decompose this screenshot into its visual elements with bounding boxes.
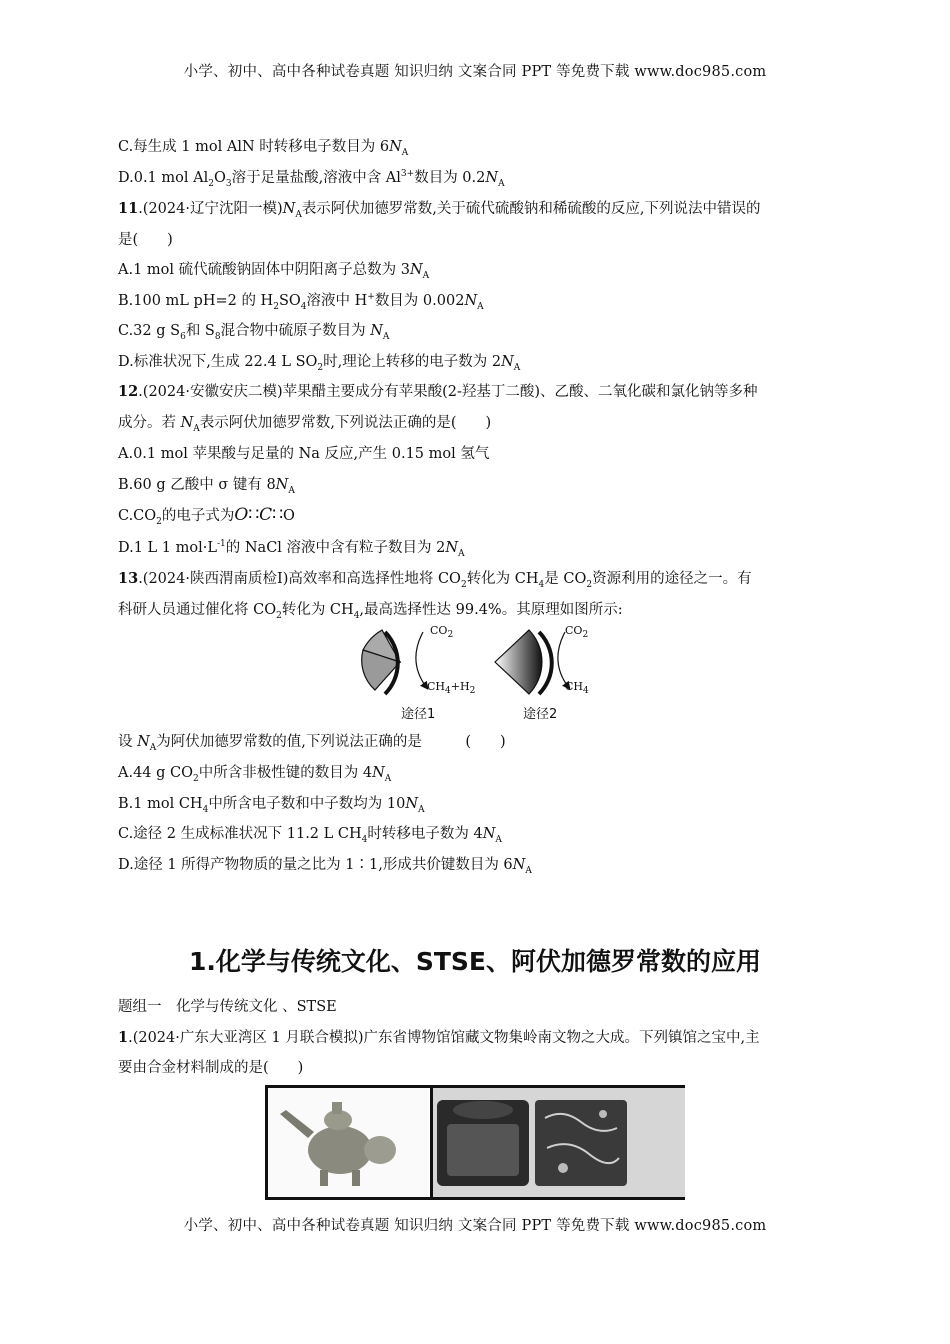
- inkstone-photo: [433, 1088, 685, 1197]
- q13-option-b: B.1 mol $CH_4$中所含电子数和中子数均为 $10N_A$: [118, 796, 425, 815]
- artifact-photos: [265, 1085, 685, 1200]
- q10-option-c: C.每生成 1 mol AlN 时转移电子数目为 $6N_A$: [118, 139, 409, 158]
- route1-product-label: $CH_4+H_2$: [427, 680, 476, 697]
- section-title: 1.化学与传统文化、STSE、阿伏加德罗常数的应用: [188, 947, 762, 976]
- group-heading: 题组一 化学与传统文化 、STSE: [118, 999, 337, 1015]
- route2-catalyst-sector: [495, 630, 542, 694]
- q11-stem-cont: 是( ): [118, 232, 173, 248]
- route1-arrow: [416, 632, 427, 688]
- bronze-vessel-photo: [268, 1088, 433, 1197]
- q10-option-d: D.0.1 mol $Al_2O_3$溶于足量盐酸,溶液中含 $Al^{3+}$数目为 $0.2N_A$: [118, 169, 505, 189]
- route-diagram: [355, 622, 595, 722]
- q13-stem-question: 设 $N_A$为阿伏加德罗常数的值,下列说法正确的是 ( ): [118, 734, 506, 753]
- q12-option-d: D.1 L 1 $mol\cdot L^{-1}$的 NaCl 溶液中含有粒子数目为 $2N_A$: [118, 539, 465, 559]
- q12-option-a: A.0.1 mol 苹果酸与足量的 Na 反应,产生 0.15 mol 氢气: [118, 446, 490, 462]
- route1-reactant-label: $CO_2$: [430, 624, 454, 641]
- q12-option-b: B.60 g 乙酸中 σ 键有 $8N_A$: [118, 477, 295, 496]
- reaction-route-figure: [355, 622, 595, 722]
- s1-q1-stem: 1.(2024·广东大亚湾区 1 月联合模拟)广东省博物馆馆藏文物集岭南文物之大成。下列镇馆之宝中,主: [118, 1029, 760, 1046]
- route2-reactant-label: $CO_2$: [565, 624, 589, 641]
- route2-product-label: $CH_4$: [565, 680, 589, 697]
- q12-stem-cont: 成分。若 $N_A$表示阿伏加德罗常数,下列说法正确的是( ): [118, 415, 492, 434]
- q11-option-a: A.1 mol 硫代硫酸钠固体中阴阳离子总数为 $3N_A$: [118, 262, 430, 281]
- q13-stem-cont: 科研人员通过催化将 $CO_2$转化为 $CH_4$,最高选择性达 99.4%。其原理如图所示:: [118, 602, 623, 621]
- q12-stem: 12.(2024·安徽安庆二模)苹果醋主要成分有苹果酸(2-羟基丁二酸)、乙酸、二氧化碳和氯化钠等多种: [118, 383, 758, 400]
- q11-stem: 11.(2024·辽宁沈阳一模)$N_A$表示阿伏加德罗常数,关于硫代硫酸钠和稀硫酸的反应,下列说法中错误的: [118, 200, 761, 220]
- page-footer: 小学、初中、高中各种试卷真题 知识归纳 文案合同 PPT 等免费下载 www.doc985.com: [183, 1218, 767, 1234]
- q13-stem: 13.(2024·陕西渭南质检Ⅰ)高效率和高选择性地将 $CO_2$转化为 $CH_4$是 $CO_2$资源利用的途径之一。有: [118, 570, 752, 590]
- q13-option-c: C.途径 2 生成标准状况下 11.2 L $CH_4$时转移电子数为 $4N_A$: [118, 826, 502, 845]
- s1-q1-stem-cont: 要由合金材料制成的是( ): [118, 1060, 304, 1076]
- route2-caption: 途径2: [523, 707, 558, 722]
- q13-option-d: D.途径 1 所得产物物质的量之比为 1∶1,形成共价键数目为 $6N_A$: [118, 857, 532, 876]
- q12-option-c: $C.CO_2$的电子式为O∷C∷O: [118, 505, 295, 527]
- q11-option-b: B.100 mL pH=2 的 $H_2SO_4$溶液中 H+数目为 $0.002N_A$: [118, 292, 484, 312]
- q11-option-c: C.32 g $S_6$和 $S_8$混合物中硫原子数目为 $N_A$: [118, 323, 390, 342]
- page-header: 小学、初中、高中各种试卷真题 知识归纳 文案合同 PPT 等免费下载 www.doc985.com: [183, 64, 767, 80]
- q13-option-a: A.44 g $CO_2$中所含非极性键的数目为 $4N_A$: [118, 765, 392, 784]
- q11-option-d: D.标准状况下,生成 22.4 L $SO_2$时,理论上转移的电子数为 $2N_A$: [118, 354, 521, 373]
- route1-caption: 途径1: [401, 707, 436, 722]
